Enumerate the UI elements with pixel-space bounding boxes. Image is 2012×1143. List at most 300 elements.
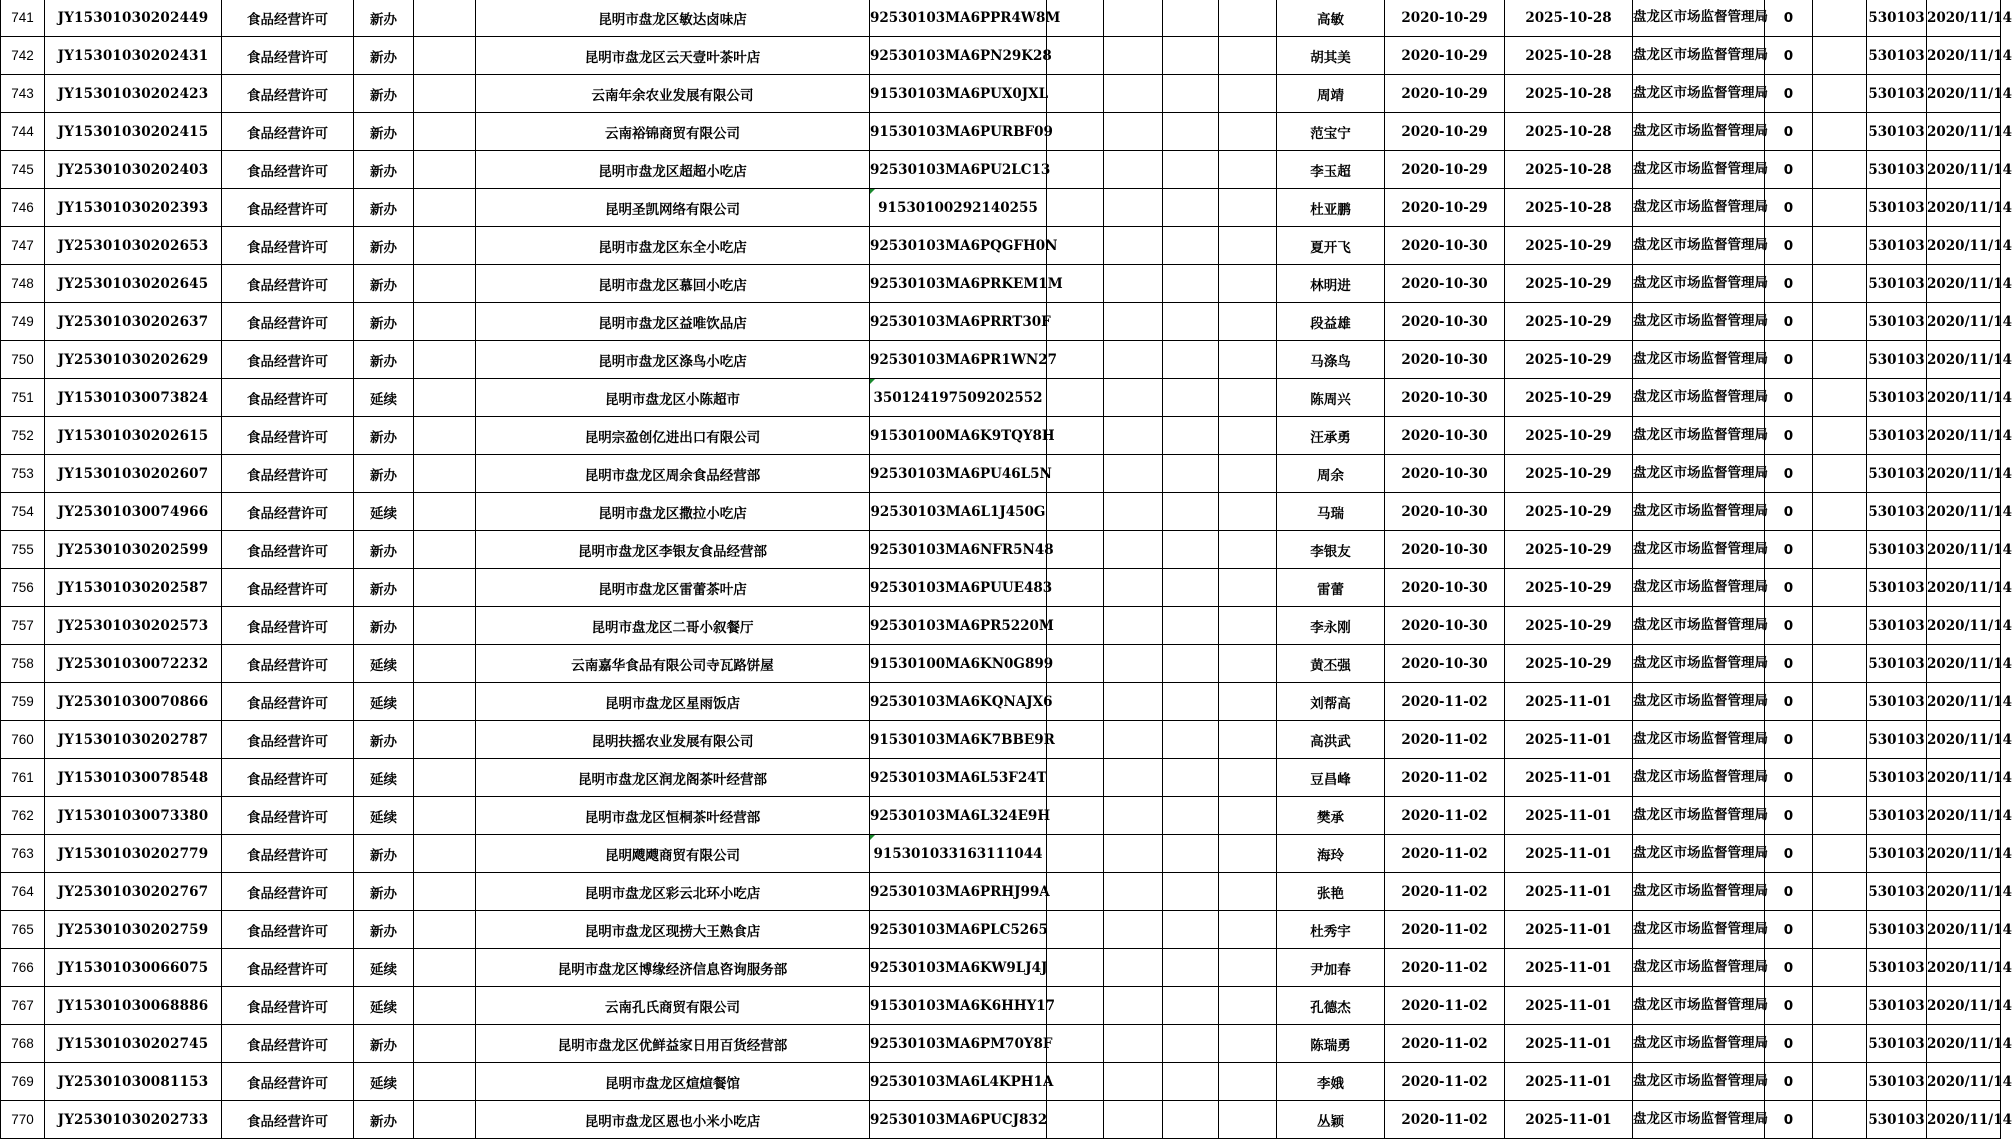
authority-cell[interactable]: 盘龙区市场监督管理局	[1633, 569, 1765, 607]
legal-person-cell[interactable]: 杜秀宇	[1277, 911, 1385, 949]
issue-date-cell[interactable]: 2020-10-30	[1385, 493, 1505, 531]
status-code-cell[interactable]: 0	[1765, 949, 1813, 987]
permit-type-cell[interactable]: 食品经营许可	[222, 873, 354, 911]
empty-cell[interactable]	[1047, 75, 1104, 113]
permit-type-cell[interactable]: 食品经营许可	[222, 645, 354, 683]
permit-type-cell[interactable]: 食品经营许可	[222, 0, 354, 37]
area-code-cell[interactable]: 530103	[1867, 607, 1927, 645]
legal-person-cell[interactable]: 樊承	[1277, 797, 1385, 835]
permit-type-cell[interactable]: 食品经营许可	[222, 341, 354, 379]
empty-cell[interactable]	[1219, 911, 1277, 949]
application-kind-cell[interactable]: 新办	[354, 607, 414, 645]
status-code-cell[interactable]: 0	[1765, 341, 1813, 379]
issue-date-cell[interactable]: 2020-11-02	[1385, 911, 1505, 949]
empty-cell[interactable]	[1104, 75, 1163, 113]
area-code-cell[interactable]: 530103	[1867, 227, 1927, 265]
empty-cell[interactable]	[1104, 1025, 1163, 1063]
empty-cell[interactable]	[1163, 493, 1219, 531]
business-name-cell[interactable]: 昆明市盘龙区雷蕾茶叶店	[476, 569, 870, 607]
empty-cell[interactable]	[1219, 37, 1277, 75]
empty-cell[interactable]	[1219, 303, 1277, 341]
row-number-cell[interactable]: 757	[1, 607, 45, 645]
credit-code-cell[interactable]: 92530103MA6PLC5265	[870, 911, 1047, 949]
authority-cell[interactable]: 盘龙区市场监督管理局	[1633, 0, 1765, 37]
credit-code-cell[interactable]: 92530103MA6PR1WN27	[870, 341, 1047, 379]
empty-cell[interactable]	[1813, 0, 1867, 37]
empty-cell[interactable]	[414, 835, 476, 873]
issue-date-cell[interactable]: 2020-10-30	[1385, 379, 1505, 417]
application-kind-cell[interactable]: 延续	[354, 759, 414, 797]
application-kind-cell[interactable]: 延续	[354, 987, 414, 1025]
authority-cell[interactable]: 盘龙区市场监督管理局	[1633, 37, 1765, 75]
empty-cell[interactable]	[1219, 75, 1277, 113]
status-code-cell[interactable]: 0	[1765, 227, 1813, 265]
expire-date-cell[interactable]: 2025-10-29	[1505, 379, 1633, 417]
empty-cell[interactable]	[1047, 835, 1104, 873]
empty-cell[interactable]	[1047, 265, 1104, 303]
empty-cell[interactable]	[1047, 645, 1104, 683]
empty-cell[interactable]	[414, 531, 476, 569]
permit-number-cell[interactable]: JY15301030202587	[45, 569, 222, 607]
authority-cell[interactable]: 盘龙区市场监督管理局	[1633, 721, 1765, 759]
status-code-cell[interactable]: 0	[1765, 1025, 1813, 1063]
authority-cell[interactable]: 盘龙区市场监督管理局	[1633, 113, 1765, 151]
empty-cell[interactable]	[1813, 417, 1867, 455]
publish-date-cell[interactable]: 2020/11/14	[1927, 455, 2001, 493]
authority-cell[interactable]: 盘龙区市场监督管理局	[1633, 303, 1765, 341]
empty-cell[interactable]	[1163, 1101, 1219, 1139]
expire-date-cell[interactable]: 2025-11-01	[1505, 797, 1633, 835]
empty-cell[interactable]	[1104, 303, 1163, 341]
status-code-cell[interactable]: 0	[1765, 75, 1813, 113]
status-code-cell[interactable]: 0	[1765, 417, 1813, 455]
authority-cell[interactable]: 盘龙区市场监督管理局	[1633, 1025, 1765, 1063]
status-code-cell[interactable]: 0	[1765, 379, 1813, 417]
expire-date-cell[interactable]: 2025-10-29	[1505, 569, 1633, 607]
empty-cell[interactable]	[1104, 607, 1163, 645]
authority-cell[interactable]: 盘龙区市场监督管理局	[1633, 151, 1765, 189]
empty-cell[interactable]	[1163, 265, 1219, 303]
empty-cell[interactable]	[1219, 0, 1277, 37]
application-kind-cell[interactable]: 新办	[354, 75, 414, 113]
issue-date-cell[interactable]: 2020-11-02	[1385, 759, 1505, 797]
permit-number-cell[interactable]: JY25301030202637	[45, 303, 222, 341]
permit-number-cell[interactable]: JY25301030202767	[45, 873, 222, 911]
status-code-cell[interactable]: 0	[1765, 759, 1813, 797]
legal-person-cell[interactable]: 张艳	[1277, 873, 1385, 911]
row-number-cell[interactable]: 760	[1, 721, 45, 759]
credit-code-cell[interactable]: 92530103MA6PRHJ99A	[870, 873, 1047, 911]
empty-cell[interactable]	[1219, 151, 1277, 189]
empty-cell[interactable]	[1813, 645, 1867, 683]
permit-type-cell[interactable]: 食品经营许可	[222, 531, 354, 569]
empty-cell[interactable]	[1219, 341, 1277, 379]
empty-cell[interactable]	[1813, 37, 1867, 75]
empty-cell[interactable]	[414, 265, 476, 303]
permit-number-cell[interactable]: JY15301030202415	[45, 113, 222, 151]
empty-cell[interactable]	[1104, 0, 1163, 37]
business-name-cell[interactable]: 昆明市盘龙区东全小吃店	[476, 227, 870, 265]
legal-person-cell[interactable]: 雷蕾	[1277, 569, 1385, 607]
empty-cell[interactable]	[414, 0, 476, 37]
business-name-cell[interactable]: 昆明市盘龙区恩也小米小吃店	[476, 1101, 870, 1139]
credit-code-cell[interactable]: 915301033163111044	[870, 835, 1047, 873]
expire-date-cell[interactable]: 2025-10-28	[1505, 37, 1633, 75]
authority-cell[interactable]: 盘龙区市场监督管理局	[1633, 645, 1765, 683]
status-code-cell[interactable]: 0	[1765, 0, 1813, 37]
issue-date-cell[interactable]: 2020-10-30	[1385, 645, 1505, 683]
empty-cell[interactable]	[414, 417, 476, 455]
legal-person-cell[interactable]: 周余	[1277, 455, 1385, 493]
status-code-cell[interactable]: 0	[1765, 721, 1813, 759]
area-code-cell[interactable]: 530103	[1867, 1063, 1927, 1101]
empty-cell[interactable]	[1104, 683, 1163, 721]
empty-cell[interactable]	[1219, 493, 1277, 531]
permit-number-cell[interactable]: JY15301030202423	[45, 75, 222, 113]
empty-cell[interactable]	[1813, 75, 1867, 113]
empty-cell[interactable]	[1047, 113, 1104, 151]
empty-cell[interactable]	[1219, 531, 1277, 569]
authority-cell[interactable]: 盘龙区市场监督管理局	[1633, 417, 1765, 455]
area-code-cell[interactable]: 530103	[1867, 645, 1927, 683]
expire-date-cell[interactable]: 2025-11-01	[1505, 1025, 1633, 1063]
area-code-cell[interactable]: 530103	[1867, 493, 1927, 531]
status-code-cell[interactable]: 0	[1765, 645, 1813, 683]
empty-cell[interactable]	[1163, 379, 1219, 417]
permit-type-cell[interactable]: 食品经营许可	[222, 227, 354, 265]
area-code-cell[interactable]: 530103	[1867, 721, 1927, 759]
empty-cell[interactable]	[414, 189, 476, 227]
row-number-cell[interactable]: 748	[1, 265, 45, 303]
status-code-cell[interactable]: 0	[1765, 911, 1813, 949]
area-code-cell[interactable]: 530103	[1867, 151, 1927, 189]
credit-code-cell[interactable]: 91530103MA6PURBF09	[870, 113, 1047, 151]
empty-cell[interactable]	[414, 455, 476, 493]
empty-cell[interactable]	[1813, 1063, 1867, 1101]
application-kind-cell[interactable]: 新办	[354, 341, 414, 379]
legal-person-cell[interactable]: 黄丕强	[1277, 645, 1385, 683]
permit-type-cell[interactable]: 食品经营许可	[222, 303, 354, 341]
row-number-cell[interactable]: 769	[1, 1063, 45, 1101]
permit-number-cell[interactable]: JY25301030074966	[45, 493, 222, 531]
credit-code-cell[interactable]: 91530103MA6K7BBE9R	[870, 721, 1047, 759]
publish-date-cell[interactable]: 2020/11/14	[1927, 645, 2001, 683]
legal-person-cell[interactable]: 段益雄	[1277, 303, 1385, 341]
legal-person-cell[interactable]: 孔德杰	[1277, 987, 1385, 1025]
area-code-cell[interactable]: 530103	[1867, 265, 1927, 303]
empty-cell[interactable]	[1163, 303, 1219, 341]
empty-cell[interactable]	[1163, 683, 1219, 721]
empty-cell[interactable]	[1163, 759, 1219, 797]
empty-cell[interactable]	[414, 873, 476, 911]
publish-date-cell[interactable]: 2020/11/14	[1927, 341, 2001, 379]
status-code-cell[interactable]: 0	[1765, 265, 1813, 303]
application-kind-cell[interactable]: 延续	[354, 493, 414, 531]
permit-number-cell[interactable]: JY25301030202645	[45, 265, 222, 303]
empty-cell[interactable]	[414, 797, 476, 835]
credit-code-cell[interactable]: 92530103MA6PRRT30F	[870, 303, 1047, 341]
permit-number-cell[interactable]: JY15301030202745	[45, 1025, 222, 1063]
status-code-cell[interactable]: 0	[1765, 37, 1813, 75]
empty-cell[interactable]	[1163, 341, 1219, 379]
application-kind-cell[interactable]: 延续	[354, 683, 414, 721]
empty-cell[interactable]	[1047, 949, 1104, 987]
empty-cell[interactable]	[1104, 797, 1163, 835]
row-number-cell[interactable]: 766	[1, 949, 45, 987]
business-name-cell[interactable]: 昆明市盘龙区周余食品经营部	[476, 455, 870, 493]
status-code-cell[interactable]: 0	[1765, 607, 1813, 645]
authority-cell[interactable]: 盘龙区市场监督管理局	[1633, 759, 1765, 797]
permit-number-cell[interactable]: JY15301030202431	[45, 37, 222, 75]
issue-date-cell[interactable]: 2020-10-29	[1385, 113, 1505, 151]
empty-cell[interactable]	[1104, 835, 1163, 873]
empty-cell[interactable]	[1219, 683, 1277, 721]
empty-cell[interactable]	[1219, 455, 1277, 493]
row-number-cell[interactable]: 752	[1, 417, 45, 455]
business-name-cell[interactable]: 昆明市盘龙区星雨饭店	[476, 683, 870, 721]
credit-code-cell[interactable]: 92530103MA6PU2LC13	[870, 151, 1047, 189]
issue-date-cell[interactable]: 2020-10-29	[1385, 75, 1505, 113]
publish-date-cell[interactable]: 2020/11/14	[1927, 949, 2001, 987]
status-code-cell[interactable]: 0	[1765, 987, 1813, 1025]
area-code-cell[interactable]: 530103	[1867, 189, 1927, 227]
authority-cell[interactable]: 盘龙区市场监督管理局	[1633, 607, 1765, 645]
publish-date-cell[interactable]: 2020/11/14	[1927, 189, 2001, 227]
permit-type-cell[interactable]: 食品经营许可	[222, 911, 354, 949]
legal-person-cell[interactable]: 林明进	[1277, 265, 1385, 303]
empty-cell[interactable]	[1047, 1101, 1104, 1139]
status-code-cell[interactable]: 0	[1765, 113, 1813, 151]
empty-cell[interactable]	[1047, 721, 1104, 759]
row-number-cell[interactable]: 755	[1, 531, 45, 569]
empty-cell[interactable]	[1813, 303, 1867, 341]
area-code-cell[interactable]: 530103	[1867, 797, 1927, 835]
empty-cell[interactable]	[1813, 797, 1867, 835]
permit-type-cell[interactable]: 食品经营许可	[222, 759, 354, 797]
permit-type-cell[interactable]: 食品经营许可	[222, 493, 354, 531]
area-code-cell[interactable]: 530103	[1867, 531, 1927, 569]
publish-date-cell[interactable]: 2020/11/14	[1927, 569, 2001, 607]
permit-type-cell[interactable]: 食品经营许可	[222, 607, 354, 645]
empty-cell[interactable]	[1047, 607, 1104, 645]
empty-cell[interactable]	[414, 1063, 476, 1101]
permit-type-cell[interactable]: 食品经营许可	[222, 417, 354, 455]
publish-date-cell[interactable]: 2020/11/14	[1927, 759, 2001, 797]
application-kind-cell[interactable]: 新办	[354, 569, 414, 607]
publish-date-cell[interactable]: 2020/11/14	[1927, 151, 2001, 189]
empty-cell[interactable]	[1163, 949, 1219, 987]
row-number-cell[interactable]: 747	[1, 227, 45, 265]
permit-number-cell[interactable]: JY25301030072232	[45, 645, 222, 683]
empty-cell[interactable]	[1104, 531, 1163, 569]
expire-date-cell[interactable]: 2025-10-29	[1505, 227, 1633, 265]
credit-code-cell[interactable]: 91530103MA6K6HHY17	[870, 987, 1047, 1025]
issue-date-cell[interactable]: 2020-11-02	[1385, 797, 1505, 835]
business-name-cell[interactable]: 昆明市盘龙区恒桐茶叶经营部	[476, 797, 870, 835]
credit-code-cell[interactable]: 91530100MA6K9TQY8H	[870, 417, 1047, 455]
legal-person-cell[interactable]: 范宝宁	[1277, 113, 1385, 151]
business-name-cell[interactable]: 昆明市盘龙区润龙阁茶叶经营部	[476, 759, 870, 797]
empty-cell[interactable]	[1163, 189, 1219, 227]
issue-date-cell[interactable]: 2020-11-02	[1385, 1025, 1505, 1063]
empty-cell[interactable]	[414, 37, 476, 75]
application-kind-cell[interactable]: 延续	[354, 645, 414, 683]
empty-cell[interactable]	[1813, 873, 1867, 911]
legal-person-cell[interactable]: 马瑞	[1277, 493, 1385, 531]
row-number-cell[interactable]: 759	[1, 683, 45, 721]
business-name-cell[interactable]: 昆明市盘龙区彩云北环小吃店	[476, 873, 870, 911]
publish-date-cell[interactable]: 2020/11/14	[1927, 873, 2001, 911]
publish-date-cell[interactable]: 2020/11/14	[1927, 683, 2001, 721]
area-code-cell[interactable]: 530103	[1867, 0, 1927, 37]
credit-code-cell[interactable]: 92530103MA6L1J450G	[870, 493, 1047, 531]
empty-cell[interactable]	[1104, 645, 1163, 683]
credit-code-cell[interactable]: 92530103MA6PUUE483	[870, 569, 1047, 607]
publish-date-cell[interactable]: 2020/11/14	[1927, 987, 2001, 1025]
empty-cell[interactable]	[1813, 265, 1867, 303]
empty-cell[interactable]	[1219, 797, 1277, 835]
row-number-cell[interactable]: 765	[1, 911, 45, 949]
publish-date-cell[interactable]: 2020/11/14	[1927, 227, 2001, 265]
authority-cell[interactable]: 盘龙区市场监督管理局	[1633, 379, 1765, 417]
empty-cell[interactable]	[414, 645, 476, 683]
publish-date-cell[interactable]: 2020/11/14	[1927, 75, 2001, 113]
application-kind-cell[interactable]: 新办	[354, 0, 414, 37]
empty-cell[interactable]	[1163, 911, 1219, 949]
empty-cell[interactable]	[1104, 265, 1163, 303]
empty-cell[interactable]	[1104, 759, 1163, 797]
expire-date-cell[interactable]: 2025-10-28	[1505, 151, 1633, 189]
empty-cell[interactable]	[1104, 1101, 1163, 1139]
empty-cell[interactable]	[1219, 873, 1277, 911]
application-kind-cell[interactable]: 新办	[354, 835, 414, 873]
empty-cell[interactable]	[414, 949, 476, 987]
empty-cell[interactable]	[1047, 759, 1104, 797]
expire-date-cell[interactable]: 2025-11-01	[1505, 1101, 1633, 1139]
publish-date-cell[interactable]: 2020/11/14	[1927, 379, 2001, 417]
application-kind-cell[interactable]: 新办	[354, 151, 414, 189]
permit-number-cell[interactable]: JY25301030202653	[45, 227, 222, 265]
status-code-cell[interactable]: 0	[1765, 493, 1813, 531]
status-code-cell[interactable]: 0	[1765, 303, 1813, 341]
authority-cell[interactable]: 盘龙区市场监督管理局	[1633, 873, 1765, 911]
publish-date-cell[interactable]: 2020/11/14	[1927, 417, 2001, 455]
authority-cell[interactable]: 盘龙区市场监督管理局	[1633, 531, 1765, 569]
row-number-cell[interactable]: 741	[1, 0, 45, 37]
publish-date-cell[interactable]: 2020/11/14	[1927, 911, 2001, 949]
expire-date-cell[interactable]: 2025-10-29	[1505, 417, 1633, 455]
row-number-cell[interactable]: 763	[1, 835, 45, 873]
issue-date-cell[interactable]: 2020-11-02	[1385, 873, 1505, 911]
permit-type-cell[interactable]: 食品经营许可	[222, 151, 354, 189]
permit-number-cell[interactable]: JY15301030202787	[45, 721, 222, 759]
legal-person-cell[interactable]: 豆昌峰	[1277, 759, 1385, 797]
permit-type-cell[interactable]: 食品经营许可	[222, 1101, 354, 1139]
row-number-cell[interactable]: 756	[1, 569, 45, 607]
issue-date-cell[interactable]: 2020-10-30	[1385, 227, 1505, 265]
expire-date-cell[interactable]: 2025-10-28	[1505, 75, 1633, 113]
permit-type-cell[interactable]: 食品经营许可	[222, 113, 354, 151]
expire-date-cell[interactable]: 2025-10-28	[1505, 0, 1633, 37]
expire-date-cell[interactable]: 2025-10-29	[1505, 493, 1633, 531]
area-code-cell[interactable]: 530103	[1867, 835, 1927, 873]
legal-person-cell[interactable]: 李永刚	[1277, 607, 1385, 645]
issue-date-cell[interactable]: 2020-10-30	[1385, 607, 1505, 645]
application-kind-cell[interactable]: 新办	[354, 227, 414, 265]
empty-cell[interactable]	[1163, 873, 1219, 911]
row-number-cell[interactable]: 770	[1, 1101, 45, 1139]
row-number-cell[interactable]: 744	[1, 113, 45, 151]
area-code-cell[interactable]: 530103	[1867, 379, 1927, 417]
business-name-cell[interactable]: 昆明飕飕商贸有限公司	[476, 835, 870, 873]
empty-cell[interactable]	[1047, 1063, 1104, 1101]
empty-cell[interactable]	[1047, 493, 1104, 531]
empty-cell[interactable]	[414, 911, 476, 949]
status-code-cell[interactable]: 0	[1765, 569, 1813, 607]
permit-type-cell[interactable]: 食品经营许可	[222, 379, 354, 417]
credit-code-cell[interactable]: 91530103MA6PUX0JXL	[870, 75, 1047, 113]
issue-date-cell[interactable]: 2020-10-30	[1385, 341, 1505, 379]
credit-code-cell[interactable]: 92530103MA6PU46L5N	[870, 455, 1047, 493]
legal-person-cell[interactable]: 陈周兴	[1277, 379, 1385, 417]
issue-date-cell[interactable]: 2020-10-29	[1385, 0, 1505, 37]
area-code-cell[interactable]: 530103	[1867, 1101, 1927, 1139]
business-name-cell[interactable]: 昆明市盘龙区博缘经济信息咨询服务部	[476, 949, 870, 987]
area-code-cell[interactable]: 530103	[1867, 1025, 1927, 1063]
empty-cell[interactable]	[414, 303, 476, 341]
legal-person-cell[interactable]: 李银友	[1277, 531, 1385, 569]
legal-person-cell[interactable]: 胡其美	[1277, 37, 1385, 75]
empty-cell[interactable]	[1813, 455, 1867, 493]
empty-cell[interactable]	[414, 151, 476, 189]
business-name-cell[interactable]: 昆明市盘龙区小陈超市	[476, 379, 870, 417]
empty-cell[interactable]	[1047, 797, 1104, 835]
empty-cell[interactable]	[1813, 113, 1867, 151]
authority-cell[interactable]: 盘龙区市场监督管理局	[1633, 493, 1765, 531]
empty-cell[interactable]	[1813, 341, 1867, 379]
expire-date-cell[interactable]: 2025-11-01	[1505, 721, 1633, 759]
row-number-cell[interactable]: 762	[1, 797, 45, 835]
application-kind-cell[interactable]: 新办	[354, 113, 414, 151]
authority-cell[interactable]: 盘龙区市场监督管理局	[1633, 835, 1765, 873]
empty-cell[interactable]	[414, 1025, 476, 1063]
area-code-cell[interactable]: 530103	[1867, 759, 1927, 797]
empty-cell[interactable]	[1813, 683, 1867, 721]
issue-date-cell[interactable]: 2020-10-29	[1385, 189, 1505, 227]
permit-number-cell[interactable]: JY15301030202393	[45, 189, 222, 227]
permit-number-cell[interactable]: JY15301030078548	[45, 759, 222, 797]
area-code-cell[interactable]: 530103	[1867, 75, 1927, 113]
application-kind-cell[interactable]: 新办	[354, 37, 414, 75]
credit-code-cell[interactable]: 350124197509202552	[870, 379, 1047, 417]
empty-cell[interactable]	[1163, 75, 1219, 113]
issue-date-cell[interactable]: 2020-10-30	[1385, 303, 1505, 341]
issue-date-cell[interactable]: 2020-10-30	[1385, 531, 1505, 569]
legal-person-cell[interactable]: 李玉超	[1277, 151, 1385, 189]
legal-person-cell[interactable]: 刘帮高	[1277, 683, 1385, 721]
publish-date-cell[interactable]: 2020/11/14	[1927, 1063, 2001, 1101]
empty-cell[interactable]	[1047, 683, 1104, 721]
business-name-cell[interactable]: 昆明市盘龙区敏达卤味店	[476, 0, 870, 37]
empty-cell[interactable]	[1047, 303, 1104, 341]
empty-cell[interactable]	[1104, 379, 1163, 417]
permit-number-cell[interactable]: JY15301030202607	[45, 455, 222, 493]
business-name-cell[interactable]: 昆明市盘龙区现捞大王熟食店	[476, 911, 870, 949]
status-code-cell[interactable]: 0	[1765, 683, 1813, 721]
credit-code-cell[interactable]: 92530103MA6L53F24T	[870, 759, 1047, 797]
publish-date-cell[interactable]: 2020/11/14	[1927, 835, 2001, 873]
permit-number-cell[interactable]: JY15301030073824	[45, 379, 222, 417]
